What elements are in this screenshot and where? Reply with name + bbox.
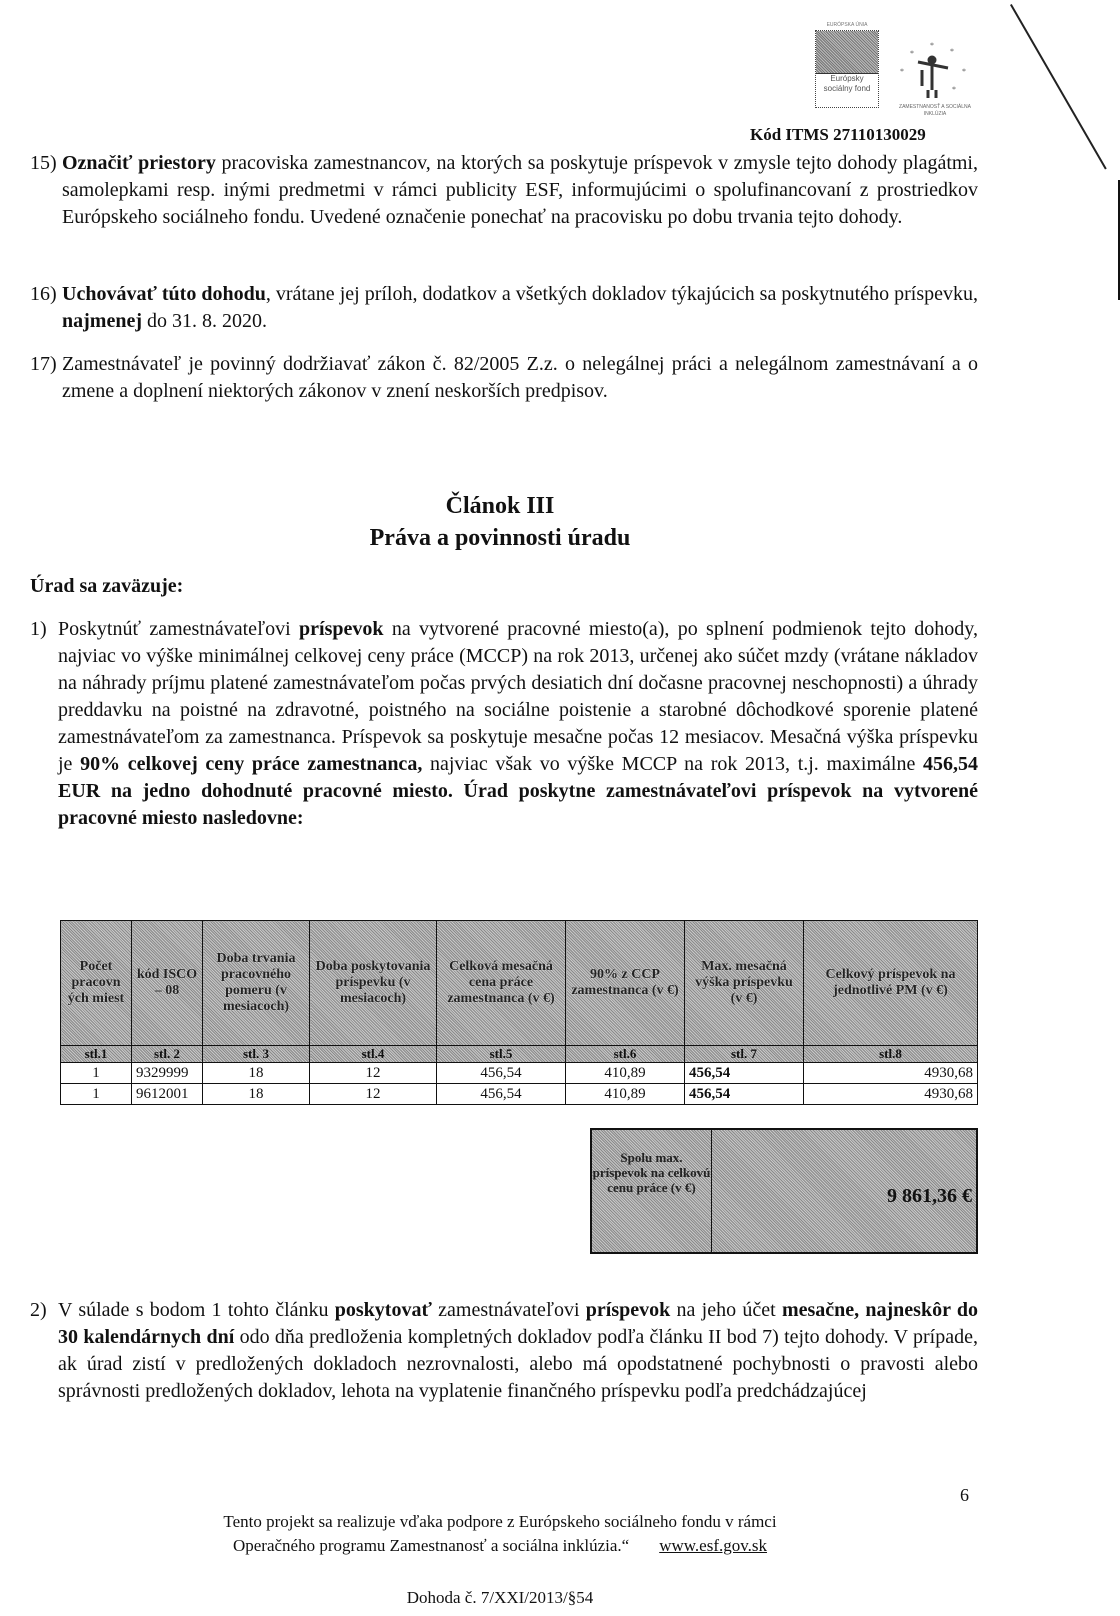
esf-logo <box>815 30 879 108</box>
article-subtitle: Práva a povinnosti úradu <box>369 525 631 551</box>
cell-total-contribution: 4930,68 <box>804 1084 978 1105</box>
svg-text:*: * <box>900 67 904 76</box>
office-obligation-2 <box>30 1297 978 1405</box>
obligation-17 <box>30 351 978 405</box>
table-row <box>61 1063 978 1084</box>
col-header-contribution-duration: Doba poskytovania príspevku (v mesiacoch) <box>310 921 437 1046</box>
page-number: 6 <box>960 1485 969 1505</box>
esf-logo-caption: Európsky sociálny fond <box>823 74 871 93</box>
column-id: stl.8 <box>804 1046 978 1063</box>
esf-website-link[interactable]: www.esf.gov.sk <box>659 1536 768 1555</box>
cell-90pct: 410,89 <box>566 1063 685 1084</box>
obligation-15 <box>30 150 978 231</box>
svg-text:*: * <box>910 49 914 58</box>
cell-max-monthly: 456,54 <box>685 1063 804 1084</box>
col-header-max-monthly: Max. mesačná výška príspevku (v €) <box>685 921 804 1046</box>
col-header-90pct: 90% z CCP zamestnanca (v €) <box>566 921 685 1046</box>
cell-total-monthly-cost: 456,54 <box>437 1063 566 1084</box>
item-bold-lead: Označiť priestory <box>62 152 216 174</box>
agreement-reference: Dohoda č. 7/XXI/2013/§54 <box>406 1588 594 1607</box>
svg-text:*: * <box>950 47 954 56</box>
summary-value: 9 861,36 € <box>887 1185 972 1207</box>
itms-code: Kód ITMS 27110130029 <box>750 125 926 144</box>
col-header-total-contribution: Celkový príspevok na jednotlivé PM (v €) <box>804 921 978 1046</box>
item-number: 2) <box>30 1299 47 1321</box>
cell-90pct: 410,89 <box>566 1084 685 1105</box>
cell-total-contribution: 4930,68 <box>804 1063 978 1084</box>
table-column-id-row <box>61 1046 978 1063</box>
item-number: 15) <box>30 152 57 174</box>
contribution-table <box>60 920 978 1105</box>
column-id: stl.1 <box>61 1046 132 1063</box>
item-text: Uchovávať túto dohodu, vrátane jej príloh, dodatkov a všetkých dokladov týkajúcich sa poskytnutého príspevku, najmenej do 31. 8. 2020. <box>62 283 978 332</box>
item-number: 17) <box>30 353 57 375</box>
cell-workplaces: 1 <box>61 1063 132 1084</box>
table-header-row <box>61 921 978 1046</box>
column-id: stl.5 <box>437 1046 566 1063</box>
esf-funding-note: Tento projekt sa realizuje vďaka podpore z Európskeho sociálneho fondu v rámci Operačného programu Zamestnanosť a sociálna inklúzia.“ www.esf.gov.sk <box>223 1512 777 1555</box>
scan-artifact-line <box>1010 4 1107 170</box>
item-number: 1) <box>30 618 47 640</box>
cell-employment-duration: 18 <box>203 1084 310 1105</box>
column-id: stl. 3 <box>203 1046 310 1063</box>
cell-employment-duration: 18 <box>203 1063 310 1084</box>
article-title: Článok III <box>445 493 555 519</box>
item-text: Poskytnúť zamestnávateľovi príspevok na vytvorené pracovné miesto(a), po splnení podmienok tejto dohody, najviac vo výške minimálnej celkovej ceny práce (MCCP) na rok 2013, určenej ako súčet mzdy (vrátane nákladov na náhrady príjmu platené zamestnávateľom počas prvých desiatich dní dočasne pracovnej neschopnosti) a úhrady preddavku na poistné na zdravotné, poistného na sociálne poistenie a starobné dôchodkové sporenie platené zamestnávateľom za zamestnanca. Príspevok sa poskytuje mesačne počas 12 mesiacov. Mesačná výška príspevku je 90% celkovej ceny práce zamestnanca, najviac však vo výške MCCP na rok 2013, t.j. maximálne 456,54 EUR na jedno dohodnuté pracovné miesto. Úrad poskytne zamestnávateľovi príspevok na vytvorené pracovné miesto nasledovne: <box>58 618 978 829</box>
table-row <box>61 1084 978 1105</box>
cell-isco: 9329999 <box>132 1063 203 1084</box>
summary-label: Spolu max. príspevok na celkovú cenu práce (v €) <box>592 1130 712 1252</box>
column-id: stl. 7 <box>685 1046 804 1063</box>
col-header-employment-duration: Doba trvania pracovného pomeru (v mesiacoch) <box>203 921 310 1046</box>
item-number: 16) <box>30 283 57 305</box>
col-header-isco: kód ISCO – 08 <box>132 921 203 1046</box>
column-id: stl. 2 <box>132 1046 203 1063</box>
svg-text:*: * <box>962 67 966 76</box>
office-obligation-1 <box>30 616 978 832</box>
column-id: stl.6 <box>566 1046 685 1063</box>
item-text: V súlade s bodom 1 tohto článku poskytovať zamestnávateľovi príspevok na jeho účet mesačne, najneskôr do 30 kalendárnych dní odo dňa predloženia kompletných dokladov podľa článku II bod 7) tejto dohody. V prípade, ak úrad zistí v predložených dokladoch nezrovnalosti, alebo má opodstatnené pochybnosti o pravosti alebo správnosti predložených dokladov, lehota na vyplatenie finančného príspevku podľa predchádzajúcej <box>58 1299 978 1402</box>
cell-contribution-duration: 12 <box>310 1063 437 1084</box>
item-text: Zamestnávateľ je povinný dodržiavať zákon č. 82/2005 Z.z. o nelegálnej práci a nelegálnom zamestnávaní a o zmene a doplnení niektorých zákonov v znení neskorších predpisov. <box>62 353 978 402</box>
item-text: Označiť priestory pracoviska zamestnancov, na ktorých sa poskytuje príspevok v zmysle tejto dohody plagátmi, samolepkami resp. inými predmetmi v rámci publicity ESF, informujúcimi o spolufinancovaní z prostriedkov Európskeho sociálneho fondu. Uvedené označenie ponechať na pracovisku po dobu trvania tejto dohody. <box>62 152 978 228</box>
cell-total-monthly-cost: 456,54 <box>437 1084 566 1105</box>
zamestnanost-logo-caption: ZAMESTNANOSŤ A SOCIÁLNA INKLÚZIA <box>899 104 971 117</box>
cell-max-monthly: 456,54 <box>685 1084 804 1105</box>
summary-box <box>590 1128 978 1254</box>
cell-contribution-duration: 12 <box>310 1084 437 1105</box>
svg-text:*: * <box>952 85 956 94</box>
cell-workplaces: 1 <box>61 1084 132 1105</box>
cell-isco: 9612001 <box>132 1084 203 1105</box>
svg-text:*: * <box>930 41 934 50</box>
office-commits-label: Úrad sa zaväzuje: <box>30 575 184 597</box>
col-header-workplaces: Počet pracovn ých miest <box>61 921 132 1046</box>
people-stars-icon <box>890 38 980 104</box>
column-id: stl.4 <box>310 1046 437 1063</box>
eu-flag-icon <box>816 31 878 74</box>
eu-label: EURÓPSKA ÚNIA <box>826 22 868 28</box>
obligation-16 <box>30 281 978 335</box>
col-header-total-monthly-cost: Celková mesačná cena práce zamestnanca (v €) <box>437 921 566 1046</box>
zamestnanost-logo <box>890 38 980 118</box>
